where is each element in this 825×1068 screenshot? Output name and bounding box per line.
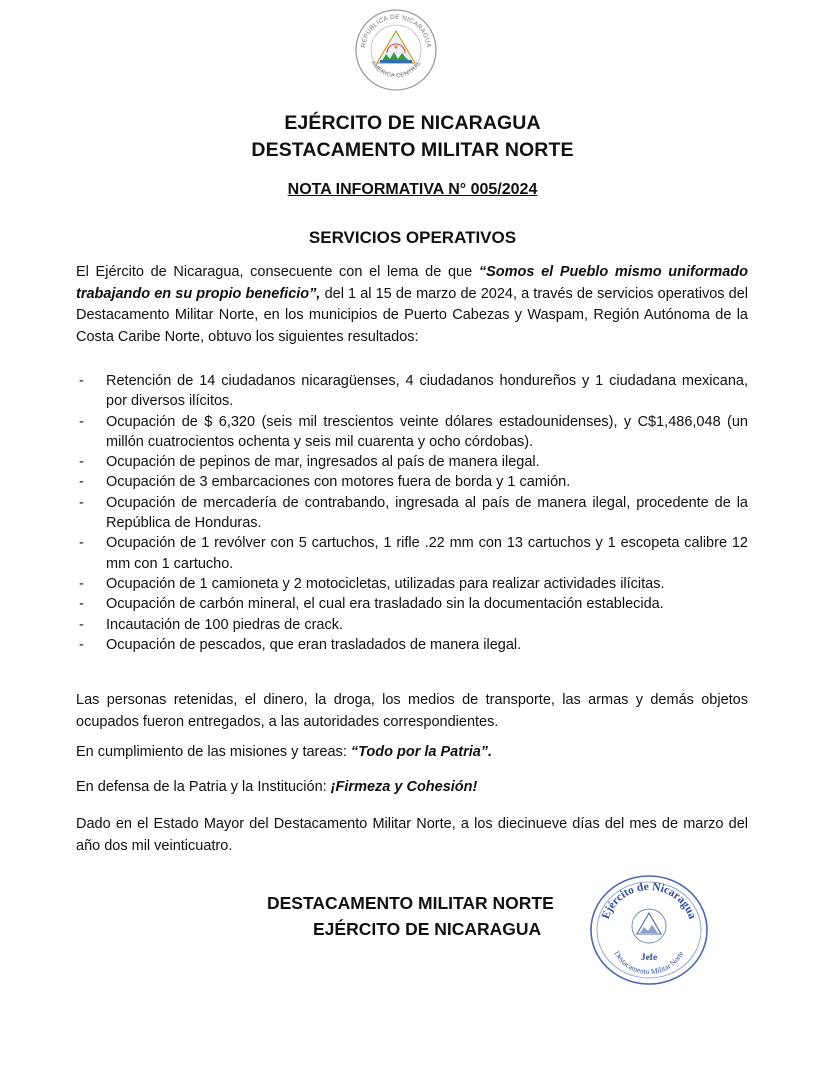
header-institution: EJÉRCITO DE NICARAGUA [284,112,541,134]
list-item [76,412,748,453]
intro-text-end: del 1 al 15 de marzo de 2024, a través de servicios operativos del Destacamento Militar Norte, en los municipios de Puerto Cabezas y Waspam, Región Autónoma de la Costa Caribe Norte, obtuvo los siguientes resultados: [76,285,749,345]
stamp-top-text: Ejército de Nicaragua [599,880,699,921]
defense-paragraph [76,777,748,799]
dated-paragraph: Dado en el Estado Mayor del Destacamento Militar Norte, a los diecinueve días del mes de marzo del año dos mil veinticuatro. [76,816,748,854]
list-item [76,533,748,574]
delivery-paragraph: Las personas retenidas, el dinero, la droga, los medios de transporte, las armas y demás objetos ocupados fueron entregados, a las autoridades correspondientes. [76,692,748,730]
official-stamp [587,872,711,988]
bullet-dash: - [79,494,84,511]
bullet-dash: - [79,596,84,613]
stamp-center-text: Jefe [640,953,658,963]
list-item-text: Ocupación de 3 embarcaciones con motores fuera de borda y 1 camión. [106,474,571,491]
list-item-text: Retención de 14 ciudadanos nicaragüenses, 4 ciudadanos hondureños y 1 ciudadana mexicana, por diversos ilícitos. [106,373,748,410]
note-title: NOTA INFORMATIVA N° 005/2024 [287,181,538,198]
signature-institution: EJÉRCITO DE NICARAGUA [313,919,542,939]
defense-text: En defensa de la Patria y la Institución: [76,779,331,795]
intro-text-start: El Ejército de Nicaragua, consecuente con el lema de que [76,264,479,280]
list-item-text: Ocupación de $ 6,320 (seis mil trescientos veinte dólares estadounidenses), y C$1,486,048 (un millón cuatrocientos ochenta y seis mil cuarenta y ocho córdobas). [106,413,748,450]
seal-ring-top-text: REPÚBLICA DE NICARAGUA [360,13,432,49]
list-item [76,635,748,655]
seal-ring-bottom-text: AMÉRICA CENTRAL [369,60,423,80]
stamp-bottom-text: Destacamento Militar Norte [612,949,686,977]
list-item [76,594,748,614]
bullet-dash: - [79,454,84,471]
list-item-text: Ocupación de mercadería de contrabando, ingresada al país de manera ilegal, procedente de la República de Honduras. [106,494,748,532]
list-item [76,371,748,412]
defense-motto: ¡Firmeza y Cohesión! [330,779,478,795]
document-header [0,110,825,164]
bullet-dash: - [79,474,84,491]
list-item-text: Ocupación de carbón mineral, el cual era trasladado sin la documentación establecida. [106,596,664,613]
mission-motto: “Todo por la Patria”. [350,744,493,760]
bullet-dash: - [79,636,84,653]
list-item [76,472,748,492]
mission-text: En cumplimiento de las misiones y tareas: [76,744,351,760]
bullet-dash: - [79,373,84,389]
intro-paragraph [76,262,748,348]
list-item-text: Ocupación de 1 revólver con 5 cartuchos, 1 rifle .22 mm con 13 cartuchos y 1 escopeta calibre 12 mm con 1 cartucho. [106,535,748,572]
list-item [76,493,748,534]
intro-motto: “Somos el Pueblo mismo uniformado trabajando en su propio beneficio”, [76,264,749,302]
list-item [76,574,748,594]
bullet-dash: - [79,535,84,552]
list-item [76,615,748,635]
bullet-dash: - [79,575,84,592]
list-item [76,452,748,472]
results-list [76,371,748,655]
bullet-dash: - [79,616,84,633]
nicaragua-coat-of-arms [354,8,438,92]
mission-paragraph [76,742,748,764]
list-item-text: Ocupación de pepinos de mar, ingresados al país de manera ilegal. [106,454,540,471]
signature-unit: DESTACAMENTO MILITAR NORTE [267,893,554,913]
list-item-text: Incautación de 100 piedras de crack. [106,616,343,633]
list-item-text: Ocupación de pescados, que eran trasladados de manera ilegal. [106,636,522,653]
header-unit: DESTACAMENTO MILITAR NORTE [251,139,574,161]
list-item-text: Ocupación de 1 camioneta y 2 motocicletas, utilizadas para realizar actividades ilícitas. [106,575,665,592]
bullet-dash: - [79,413,84,430]
section-title: SERVICIOS OPERATIVOS [308,228,517,247]
